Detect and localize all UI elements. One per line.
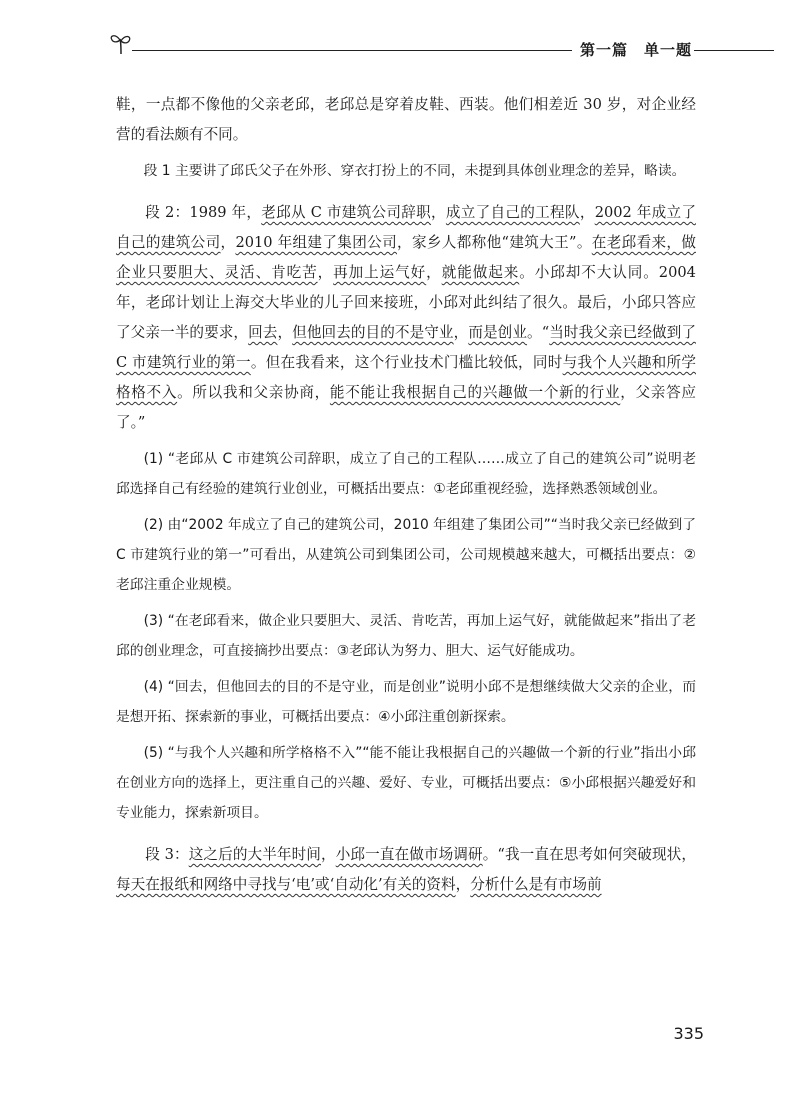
underlined-phrase: 小邱一直在做市场调研 [335,846,483,863]
underlined-phrase: 但他回去的目的不是守业 [292,324,454,341]
paragraph-section-3: 段 3：这之后的大半年时间，小邱一直在做市场调研。“我一直在思考如何突破现状，每天在报纸和网络中寻找与‘电’或‘自动化’有关的资料，分析什么是有市场前 [116,846,696,893]
sprout-icon [108,30,134,60]
underlined-phrase: 分析什么是有市场前 [470,876,602,893]
underlined-phrase: 与我个人兴趣和所学格格不入 [116,354,696,401]
running-header [0,30,800,62]
paragraph-section-2: 段 2：1989 年，老邱从 C 市建筑公司辞职，成立了自己的工程队，2002 年成立了自己的建筑公司，2010 年组建了集团公司，家乡人都称他“建筑大王”。在老邱看来，做企业只要胆大、灵活、肯吃苦，再加上运气好，就能做起来。小邱却不大认同。2004 年，老邱计划让上海交大毕业的儿子回来接班，小邱对此纠结了很久。最后，小邱只答应了父亲一半的要求，回去，但他回去的目的不是守业，而是创业。“当时我父亲已经做到了 C 市建筑行业的第一。但在我看来，这个行业技术门槛比较低，同时与我个人兴趣和所学格格不入。所以我和父亲协商，能不能让我根据自己的兴趣做一个新的行业，父亲答应了。” [116,204,696,431]
paragraph-continued: 鞋，一点都不像他的父亲老邱，老邱总是穿着皮鞋、西装。他们相差近 30 岁，对企业经营的看法颇有不同。 [116,96,696,143]
underlined-phrase: 回去 [248,324,278,341]
underlined-phrase: 每天在报纸和网络中寻找与‘电’或‘自动化’有关的资料 [116,876,456,893]
underlined-phrase: 当时我父亲已经做到了 C 市建筑行业的第一 [116,324,696,371]
header-rule-right [694,50,774,51]
analysis-paragraph-1: 段 1 主要讲了邱氏父子在外形、穿衣打扮上的不同，未提到具体创业理念的差异，略读。 [143,163,686,179]
underlined-phrase: 成立了自己的工程队 [445,204,580,221]
page-number: 335 [673,1024,704,1043]
underlined-phrase: 而是创业 [468,324,528,341]
underlined-phrase: 2010 年组建了集团公司 [235,234,398,251]
analysis-point-5: (5) “与我个人兴趣和所学格格不入”“能不能让我根据自己的兴趣做一个新的行业”指出小邱在创业方向的选择上，更注重自己的兴趣、爱好、专业，可概括出要点：⑤小邱根据兴趣爱好和专业能力，探索新项目。 [116,745,696,821]
analysis-point-3: (3) “在老邱看来，做企业只要胆大、灵活、肯吃苦，再加上运气好，就能做起来”指出了老邱的创业理念，可直接摘抄出要点：③老邱认为努力、胆大、运气好能成功。 [116,613,696,659]
underlined-phrase: 就能做起来 [441,264,520,281]
page-body [116,90,696,900]
section-title: 第一篇 单一题 [580,41,693,59]
analysis-point-2: (2) 由“2002 年成立了自己的建筑公司，2010 年组建了集团公司”“当时我父亲已经做到了 C 市建筑行业的第一”可看出，从建筑公司到集团公司，公司规模越来越大，可概括出要点：②老邱注重企业规模。 [116,517,696,593]
analysis-point-1: (1) “老邱从 C 市建筑公司辞职，成立了自己的工程队……成立了自己的建筑公司”说明老邱选择自己有经验的建筑行业创业，可概括出要点：①老邱重视经验，选择熟悉领域创业。 [116,451,696,497]
underlined-phrase: 这之后的大半年时间 [188,846,322,863]
underlined-phrase: 老邱从 C 市建筑公司辞职 [261,204,432,221]
analysis-point-4: (4) “回去，但他回去的目的不是守业，而是创业”说明小邱不是想继续做大父亲的企业，而是想开拓、探索新的事业，可概括出要点：④小邱注重创新探索。 [116,679,696,725]
underlined-phrase: 在老邱看来，做企业只要胆大、灵活、肯吃苦 [116,234,696,281]
underlined-phrase: 2002 年成立了自己的建筑公司 [116,204,696,251]
underlined-phrase: 能不能让我根据自己的兴趣做一个新的行业 [329,384,621,401]
header-rule-left [132,50,572,51]
underlined-phrase: 再加上运气好 [333,264,427,281]
